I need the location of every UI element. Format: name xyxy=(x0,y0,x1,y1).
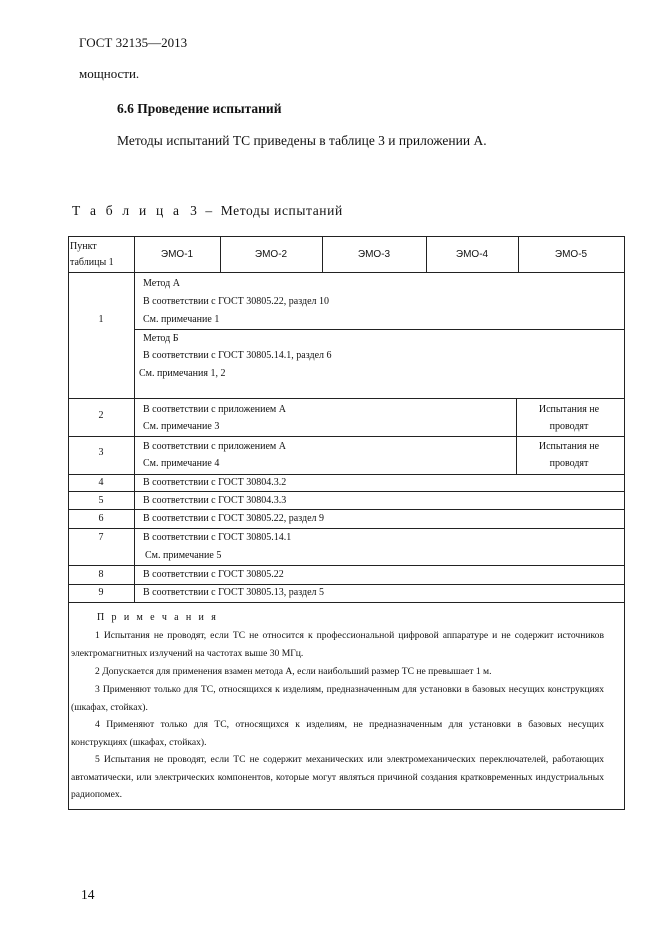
row-text: См. примечания 1, 2 xyxy=(139,368,226,379)
row-number: 8 xyxy=(98,569,104,580)
table-rule xyxy=(68,509,625,510)
document-header: ГОСТ 32135—2013 xyxy=(79,35,188,50)
header-cell-emo1: ЭМО-1 xyxy=(160,249,194,260)
row-number: 4 xyxy=(98,477,104,488)
row-text: См. примечание 3 xyxy=(143,421,220,432)
note-item: 4 Применяют только для ТС, относящихся к изделиям, не предназначенным для установки в базовых несущих конструкциях (шкафах, стойках). xyxy=(71,719,604,748)
row-text: В соответствии с ГОСТ 30805.22 xyxy=(143,569,284,580)
page-number: 14 xyxy=(81,887,95,902)
row-text: См. примечание 1 xyxy=(143,314,220,325)
table-caption-title: Методы испытаний xyxy=(220,203,343,218)
table-rule xyxy=(322,236,323,272)
table-rule xyxy=(68,398,625,399)
header-cell-emo3: ЭМО-3 xyxy=(357,249,391,260)
note-item: 1 Испытания не проводят, если ТС не относится к профессиональной цифровой аппаратуре и не содержит источников электромагнитных излучений на частотах выше 30 МГц. xyxy=(71,630,604,659)
side-cell-text: проводят xyxy=(549,421,589,432)
table-rule xyxy=(68,491,625,492)
side-cell-text: Испытания не xyxy=(538,441,600,452)
row-text: В соответствии с ГОСТ 30805.22, раздел 9 xyxy=(143,513,324,524)
row-text: Метод Б xyxy=(143,333,179,344)
row-number: 1 xyxy=(98,314,104,325)
row-number: 2 xyxy=(98,410,104,421)
row-text: В соответствии с ГОСТ 30804.3.3 xyxy=(143,495,287,506)
row-text: В соответствии с приложением А xyxy=(143,404,286,415)
row-text: В соответствии с ГОСТ 30805.14.1 xyxy=(143,532,292,543)
row-text: В соответствии с приложением А xyxy=(143,441,286,452)
side-cell-text: проводят xyxy=(549,458,589,469)
row-text: См. примечание 5 xyxy=(145,550,222,561)
row-text: См. примечание 4 xyxy=(143,458,220,469)
table-rule xyxy=(68,528,625,529)
section-paragraph: Методы испытаний ТС приведены в таблице 3 и приложении А. xyxy=(117,133,487,148)
table-rule xyxy=(134,236,135,602)
table-rule xyxy=(134,329,625,330)
note-item: 2 Допускается для применения взамен метода А, если наибольший размер ТС не превышает 1 м. xyxy=(95,666,492,677)
table-rule xyxy=(68,474,625,475)
row-number: 6 xyxy=(98,513,104,524)
header-cell-emo2: ЭМО-2 xyxy=(254,249,288,260)
table-caption-prefix: Т а б л и ц а xyxy=(72,203,183,218)
table-rule xyxy=(68,602,625,603)
note-item: 5 Испытания не проводят, если ТС не содержит механических или электромеханических переключателей, работающих автоматически, или электрических компонентов, которые могут являться причиной создания кратковременных индустриальных радиопомех. xyxy=(71,754,604,800)
row-text: Метод А xyxy=(143,278,180,289)
header-cell-emo5: ЭМО-5 xyxy=(554,249,588,260)
table-rule xyxy=(68,565,625,566)
table-rule xyxy=(426,236,427,272)
table-caption xyxy=(72,203,343,219)
row-number: 5 xyxy=(98,495,104,506)
row-text: В соответствии с ГОСТ 30805.22, раздел 10 xyxy=(143,296,329,307)
row-number: 7 xyxy=(98,532,104,543)
row-number: 3 xyxy=(98,447,104,458)
row-text: В соответствии с ГОСТ 30804.3.2 xyxy=(143,477,287,488)
header-cell-item: таблицы 1 xyxy=(70,257,114,268)
table-caption-dash: – xyxy=(205,203,213,218)
row-number: 9 xyxy=(98,587,104,598)
section-heading: 6.6 Проведение испытаний xyxy=(117,101,282,116)
table-rule xyxy=(68,584,625,585)
header-cell-item: Пункт xyxy=(70,241,97,252)
table-rule xyxy=(220,236,221,272)
header-cell-emo4: ЭМО-4 xyxy=(455,249,489,260)
row-text: В соответствии с ГОСТ 30805.13, раздел 5 xyxy=(143,587,324,598)
side-cell-text: Испытания не xyxy=(538,404,600,415)
note-item: 3 Применяют только для ТС, относящихся к изделиям, предназначенным для установки в базовых несущих конструкциях (шкафах, стойках). xyxy=(71,684,604,713)
table-caption-number: 3 xyxy=(190,203,198,218)
notes-title: П р и м е ч а н и я xyxy=(97,612,219,623)
row-text: В соответствии с ГОСТ 30805.14.1, раздел 6 xyxy=(143,350,332,361)
table-rule xyxy=(516,398,517,474)
table-rule xyxy=(68,272,625,273)
table-rule xyxy=(68,436,625,437)
continuation-text: мощности. xyxy=(79,66,140,81)
table-rule xyxy=(518,236,519,272)
